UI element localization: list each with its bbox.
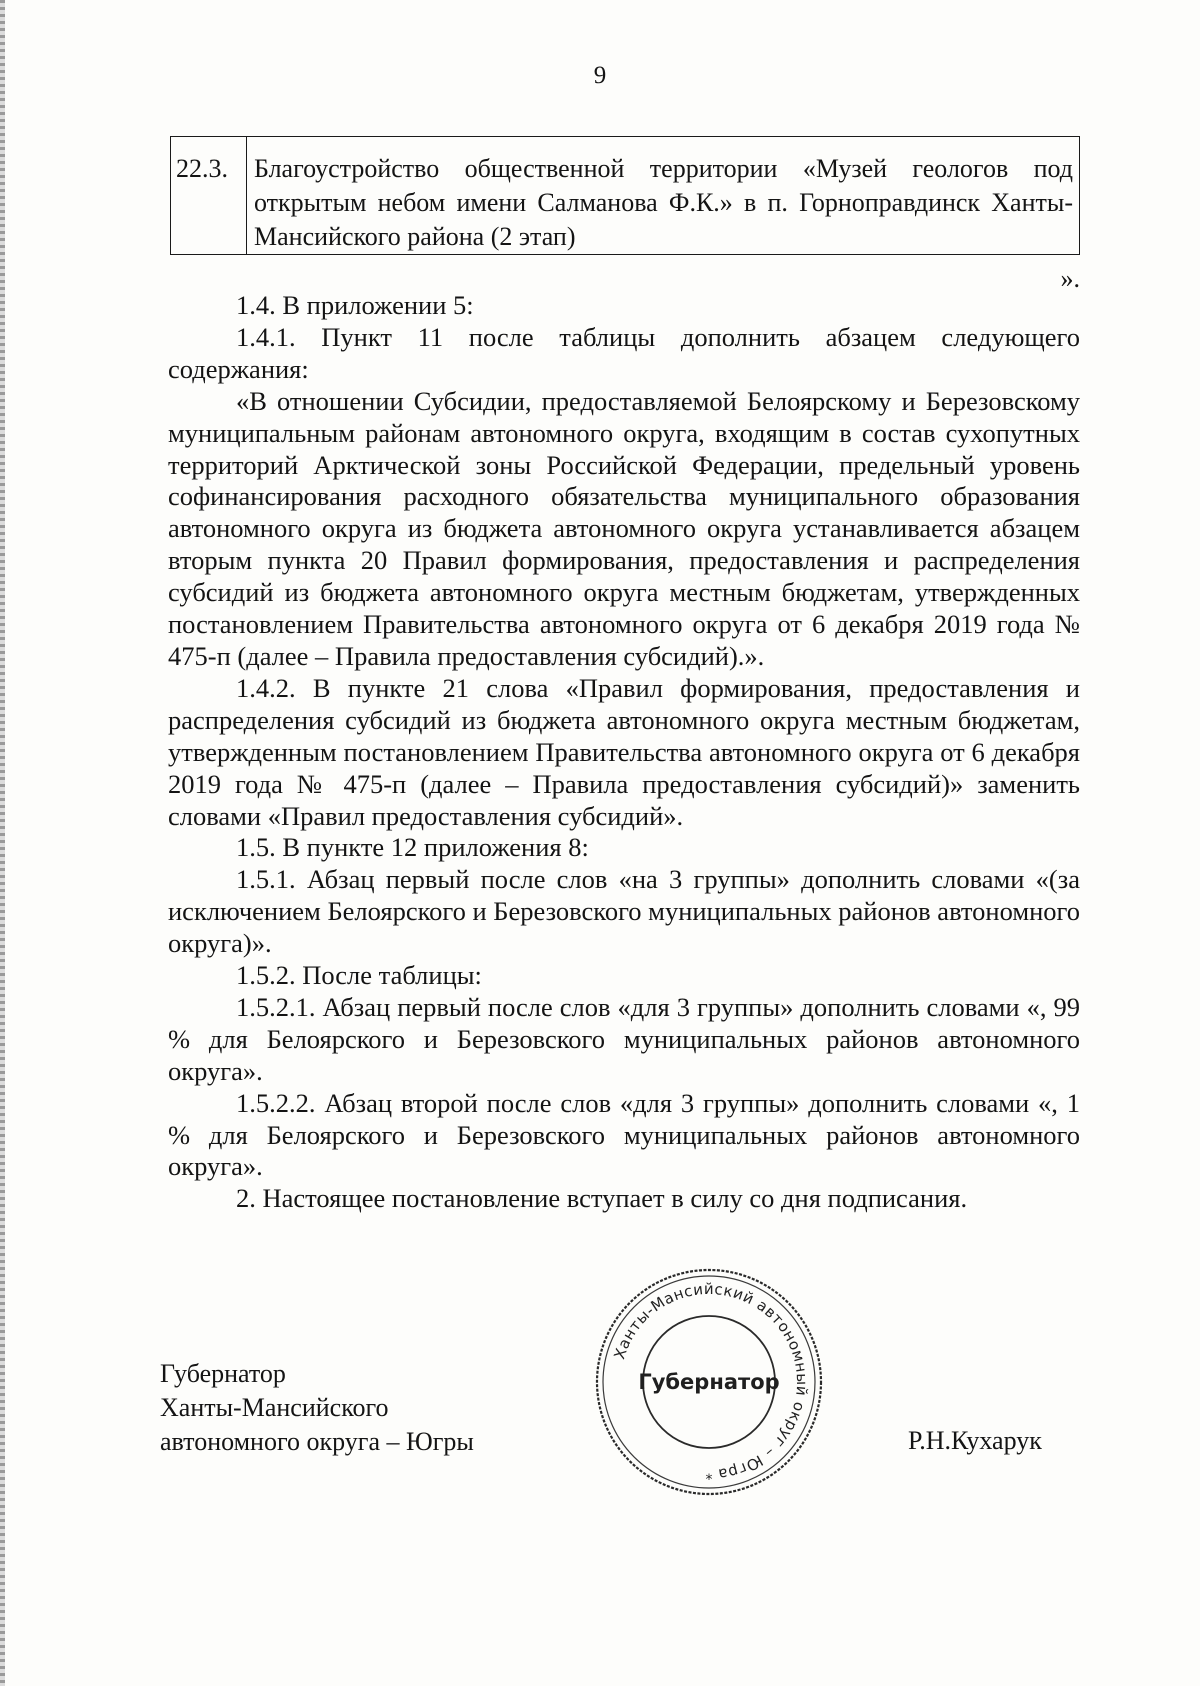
amendment-table-row xyxy=(170,136,1080,255)
paragraph-1-4: 1.4. В приложении 5: xyxy=(236,290,474,320)
seal-ring-text: Ханты-Мансийский автономный округ – Югра xyxy=(610,1279,812,1484)
table-row-number: 22.3. xyxy=(171,137,247,254)
signature-title-line-1: Губернатор xyxy=(160,1359,286,1388)
seal-center-text: Губернатор xyxy=(638,1370,780,1394)
table-row-text: Благоустройство общественной территории «Музей геологов под открытым небом имени Салманова Ф.К.» в п. Горноправдинск Ханты-Мансийского района (2 этап) xyxy=(254,154,1073,251)
paragraph-1-5-1: 1.5.1. Абзац первый после слов «на 3 группы» дополнить словами «(за исключением Белоярского и Березовского муниципальных районов автономного округа)». xyxy=(168,864,1080,959)
paragraph-1-4-2: 1.4.2. В пункте 21 слова «Правил формирования, предоставления и распределения субсидий из бюджета автономного округа местным бюджетам, утвержденным постановлением Правительства автономного округа от 6 декабря 2019 года № 475-п (далее – Правила предоставления субсидий)» заменить словами «Правил предоставления субсидий». xyxy=(168,672,1080,831)
signatory-name: Р.Н.Кухарук xyxy=(908,1426,1042,1455)
page-number: 9 xyxy=(593,62,607,89)
signature-title-block xyxy=(160,1357,474,1459)
paragraph-1-4-1: 1.4.1. Пункт 11 после таблицы дополнить абзацем следующего содержания: xyxy=(168,321,1080,384)
seal-star: * xyxy=(705,1472,713,1488)
signature-title-line-3: автономного округа – Югры xyxy=(160,1427,474,1456)
document-body xyxy=(168,290,1080,1215)
signature-title-line-2: Ханты-Мансийского xyxy=(160,1393,389,1422)
paragraph-1-5: 1.5. В пункте 12 приложения 8: xyxy=(236,832,589,863)
scan-edge-artifact xyxy=(0,0,5,1686)
paragraph-quoted-text: «В отношении Субсидии, предоставляемой Белоярскому и Березовскому муниципальным районам автономного округа, входящим в состав сухопутных территорий Арктической зоны Российской Федерации, предельный уровень софинансирования расходного обязательства муниципального образования автономного округа из бюджета автономного округа устанавливается абзацем вторым пункта 20 Правил формирования, предоставления и распределения субсидий из бюджета автономного округа местным бюджетам, утвержденных постановлением Правительства автономного округа от 6 декабря 2019 года № 475-п (далее – Правила предоставления субсидий).». xyxy=(168,385,1080,671)
paragraph-1-5-2: 1.5.2. После таблицы: xyxy=(236,960,482,991)
table-closing-quote: ». xyxy=(1060,264,1080,293)
paragraph-1-5-2-1: 1.5.2.1. Абзац первый после слов «для 3 группы» дополнить словами «, 99 % для Белоярского и Березовского муниципальных районов автономного округа». xyxy=(168,991,1080,1086)
paragraph-2-effective-date: 2. Настоящее постановление вступает в силу со дня подписания. xyxy=(236,1183,968,1214)
governor-seal-stamp xyxy=(589,1262,829,1502)
paragraph-1-5-2-2: 1.5.2.2. Абзац второй после слов «для 3 группы» дополнить словами «, 1 % для Белоярского и Березовского муниципальных районов автономного округа». xyxy=(168,1087,1080,1182)
